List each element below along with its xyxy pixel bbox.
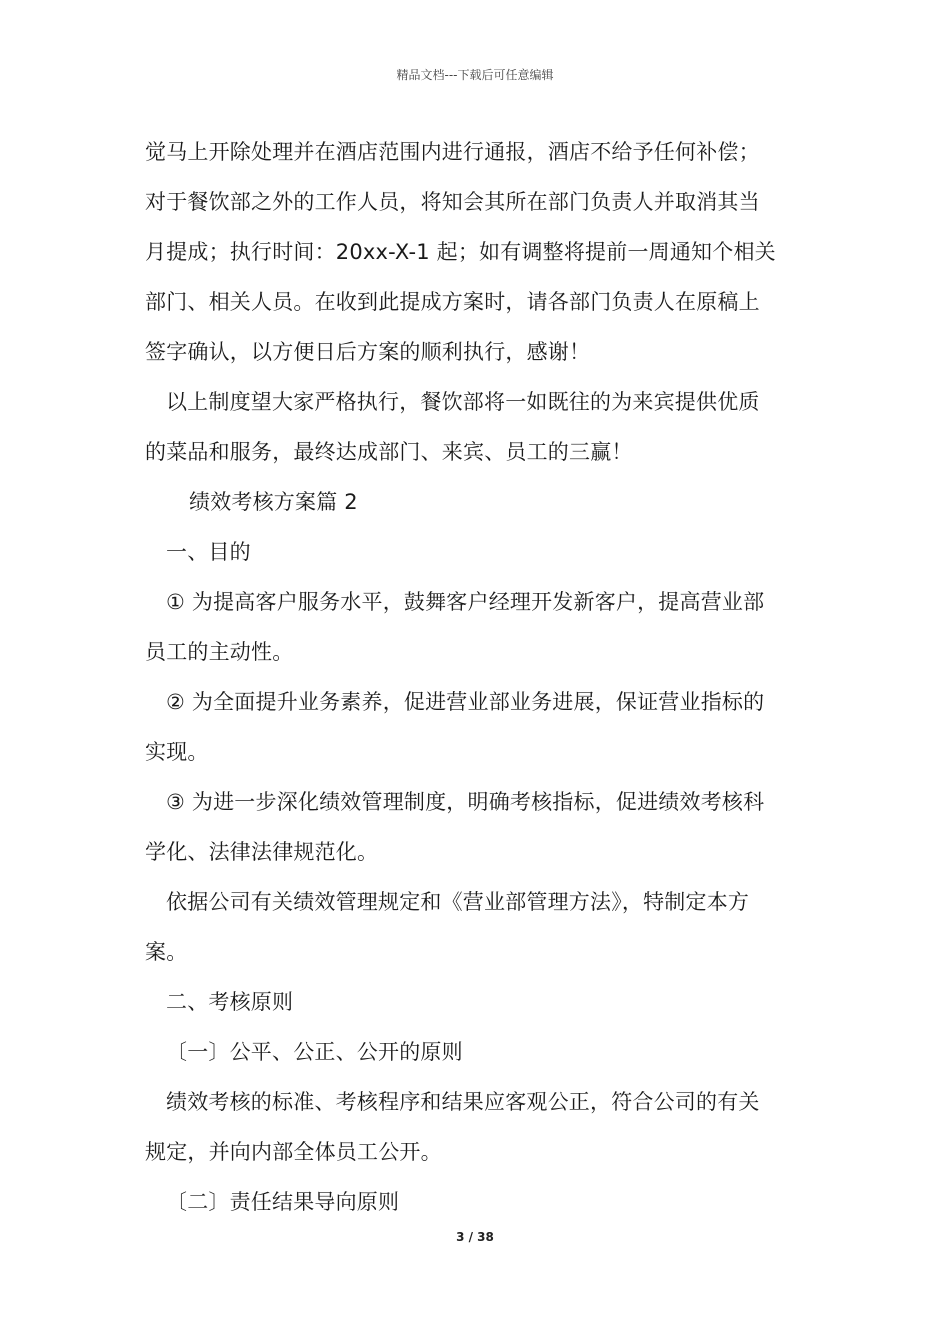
list-item-continuation: 实现。 bbox=[145, 740, 209, 764]
body-line: 月提成；执行时间：20xx-X-1 起；如有调整将提前一周通知个相关 bbox=[145, 240, 776, 264]
section-heading: 二、考核原则 bbox=[166, 990, 294, 1014]
body-line: 依据公司有关绩效管理规定和《营业部管理方法》，特制定本方 bbox=[166, 890, 750, 914]
page-number: 3 / 38 bbox=[456, 1230, 494, 1244]
subsection-heading: 〔一〕公平、公正、公开的原则 bbox=[166, 1040, 463, 1064]
body-line: 觉马上开除处理并在酒店范围内进行通报，酒店不给予任何补偿； bbox=[145, 140, 760, 164]
body-line: 规定，并向内部全体员工公开。 bbox=[145, 1140, 442, 1164]
body-line: 对于餐饮部之外的工作人员，将知会其所在部门负责人并取消其当 bbox=[145, 190, 760, 214]
subsection-heading: 〔二〕责任结果导向原则 bbox=[166, 1190, 400, 1214]
body-line: 绩效考核的标准、考核程序和结果应客观公正，符合公司的有关 bbox=[166, 1090, 760, 1114]
page-header: 精品文档---下载后可任意编辑 bbox=[396, 68, 554, 82]
body-line: 部门、相关人员。在收到此提成方案时，请各部门负责人在原稿上 bbox=[145, 290, 760, 314]
list-item-continuation: 学化、法律法律规范化。 bbox=[145, 840, 379, 864]
list-item: ③ 为进一步深化绩效管理制度，明确考核指标，促进绩效考核科 bbox=[166, 790, 765, 814]
body-line: 的菜品和服务，最终达成部门、来宾、员工的三赢！ bbox=[145, 440, 633, 464]
list-item: ① 为提高客户服务水平，鼓舞客户经理开发新客户，提高营业部 bbox=[166, 590, 765, 614]
list-item: ② 为全面提升业务素养，促进营业部业务进展，保证营业指标的 bbox=[166, 690, 765, 714]
body-line: 签字确认，以方便日后方案的顺利执行，感谢！ bbox=[145, 340, 591, 364]
body-line: 案。 bbox=[145, 940, 188, 964]
body-line: 以上制度望大家严格执行，餐饮部将一如既往的为来宾提供优质 bbox=[166, 390, 760, 414]
list-item-continuation: 员工的主动性。 bbox=[145, 640, 294, 664]
section-heading: 一、目的 bbox=[166, 540, 251, 564]
section-title: 绩效考核方案篇 2 bbox=[189, 490, 358, 514]
document-body bbox=[145, 127, 810, 1227]
